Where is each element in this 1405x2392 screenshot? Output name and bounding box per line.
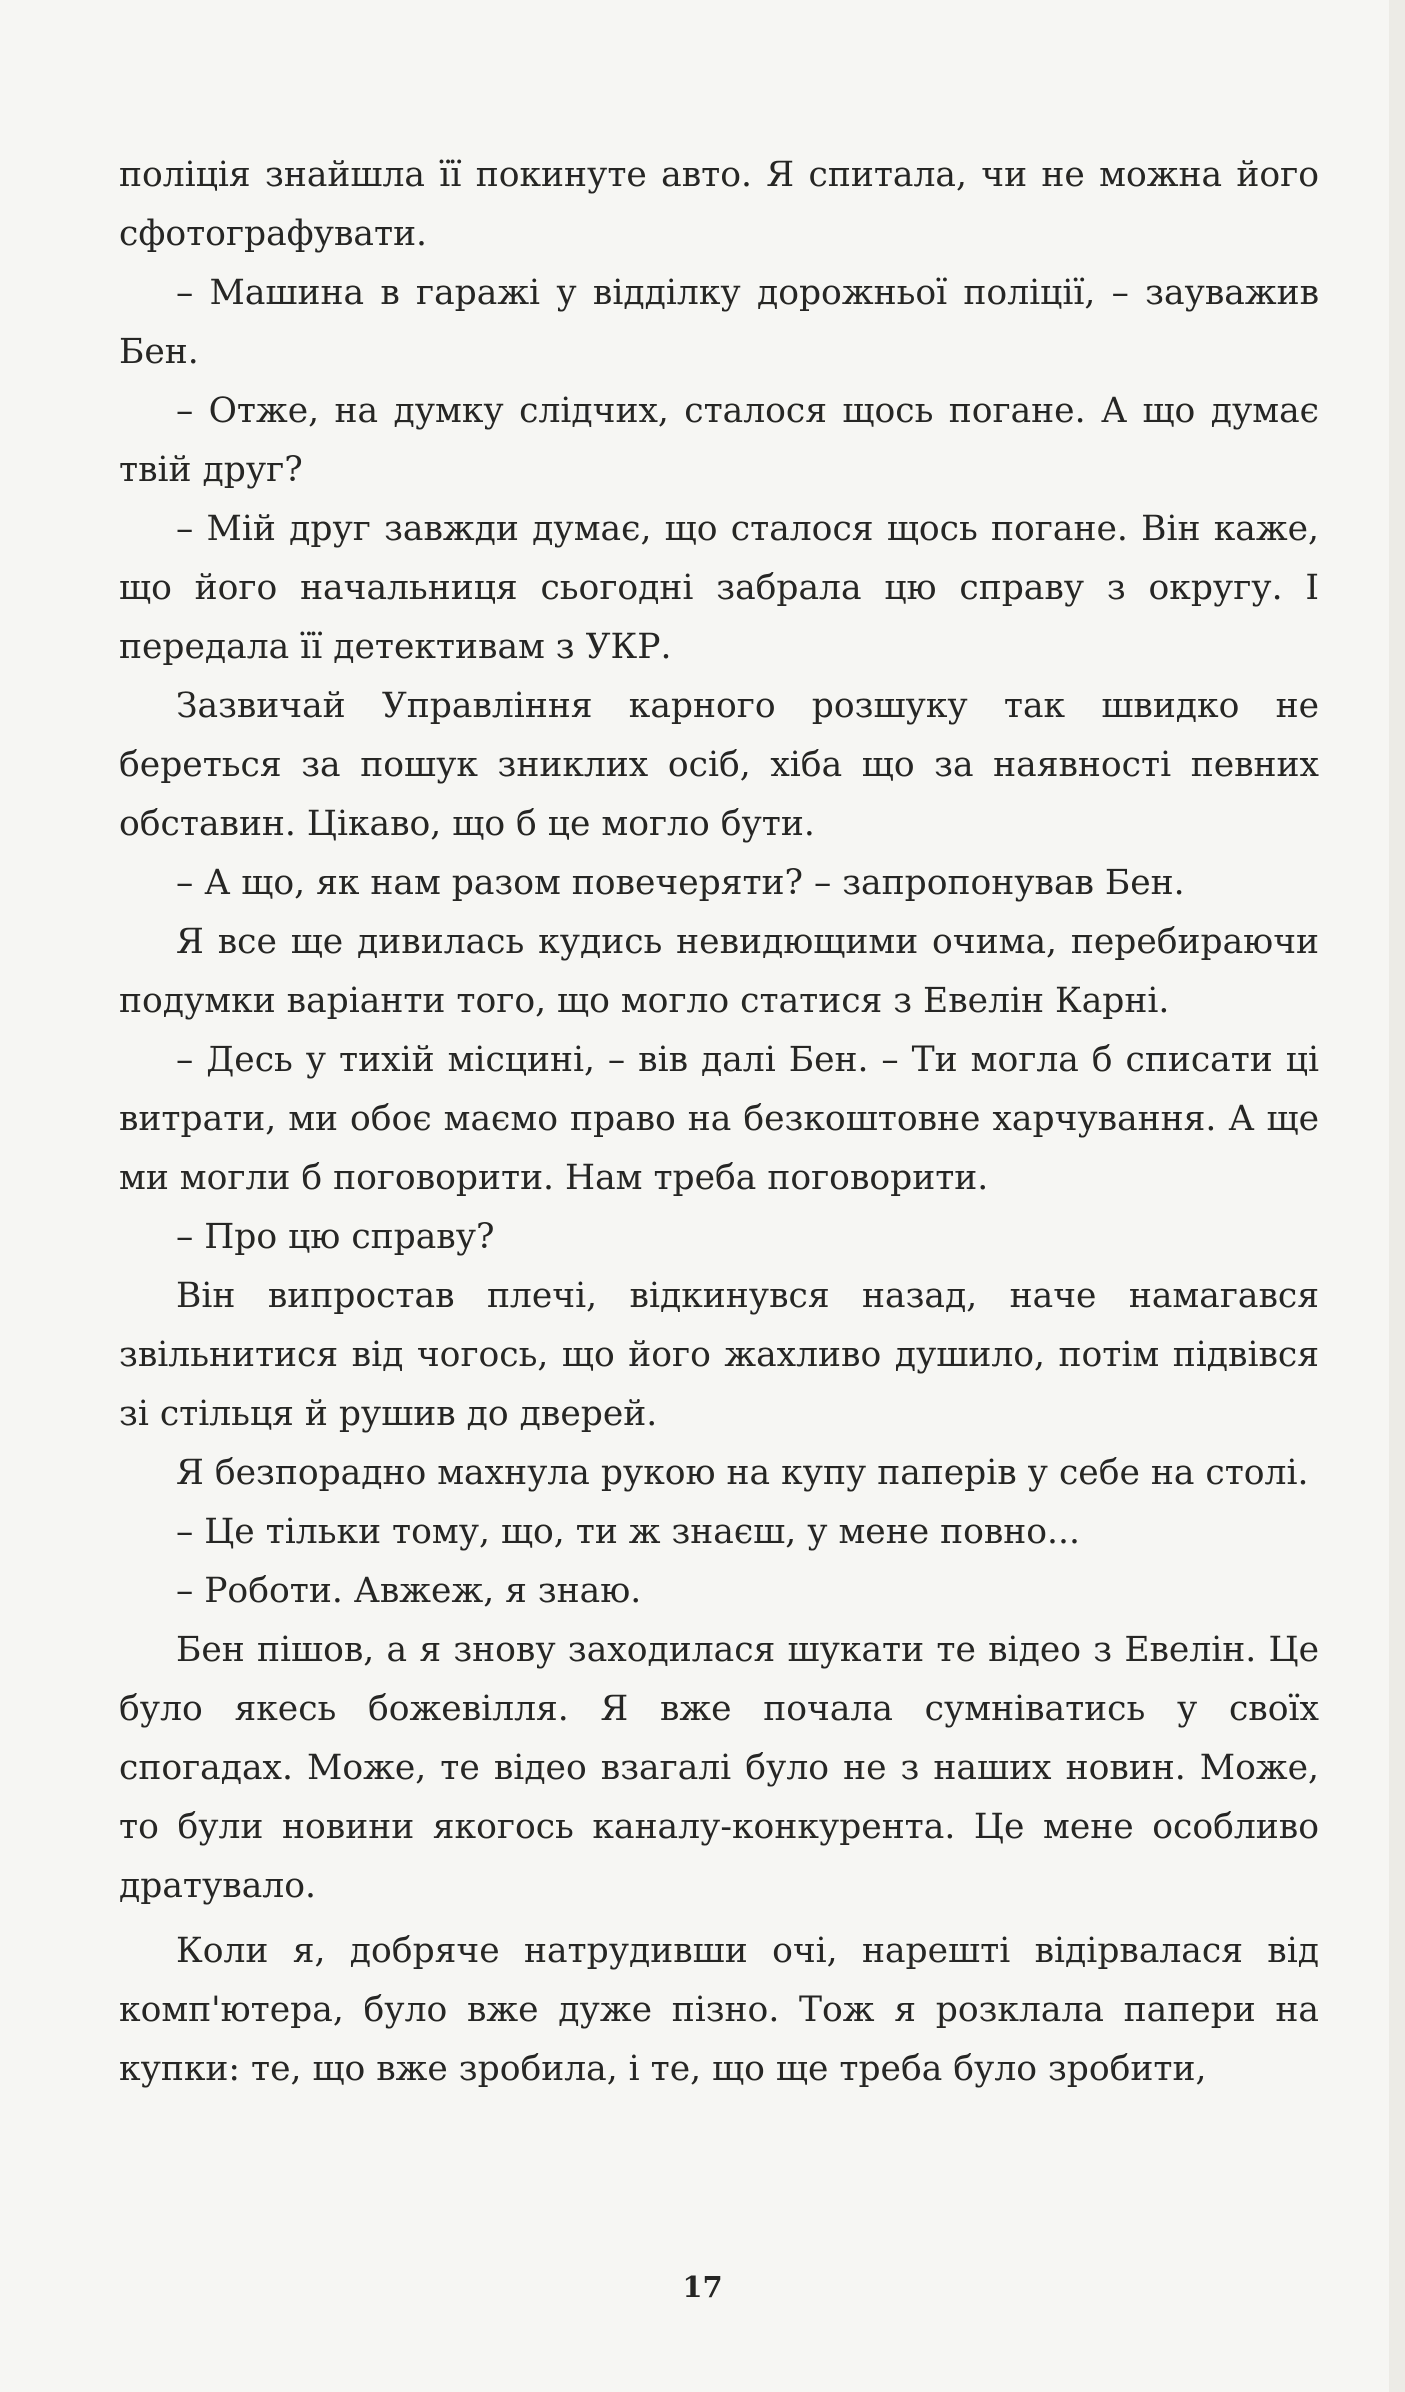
paragraph: Я все ще дивилась кудись невидющими очима, перебираючи подумки варіанти того, що могло статися з Евелін Карні. [119, 922, 1319, 1021]
paragraph: – А що, як нам разом повечеряти? – запропонував Бен. [176, 863, 1185, 903]
paragraph: – Десь у тихій місцині, – вів далі Бен. – Ти могла б списати ці витрати, ми обоє маємо право на безкоштовне харчування. А ще ми могли б поговорити. Нам треба поговорити. [119, 1040, 1319, 1198]
paragraph: – Про цю справу? [176, 1217, 495, 1257]
body-text [119, 146, 1319, 2099]
paragraph: Бен пішов, а я знову заходилася шукати те відео з Евелін. Це було якесь божевілля. Я вже почала сумніватись у своїх спогадах. Може, те відео взагалі було не з наших новин. Може, то були новини якогось каналу-конкурента. Це мене особливо дратувало. [119, 1630, 1319, 1906]
paragraph: Я безпорадно махнула рукою на купу паперів у себе на столі. [176, 1453, 1309, 1493]
paragraph: – Це тільки тому, що, ти ж знаєш, у мене повно... [176, 1512, 1080, 1552]
paragraph: Він випростав плечі, відкинувся назад, наче намагався звільнитися від чогось, що його жахливо душило, потім підвівся зі стільця й рушив до дверей. [119, 1276, 1319, 1434]
paragraph: – Роботи. Авжеж, я знаю. [176, 1571, 642, 1611]
paragraph: – Отже, на думку слідчих, сталося щось погане. А що думає твій друг? [119, 391, 1319, 490]
page-number: 17 [682, 2270, 723, 2304]
paragraph: Коли я, добряче натрудивши очі, нарешті відірвалася від комп'ютера, було вже дуже пізно. Тож я розклала папери на купки: те, що вже зробила, і те, що ще треба було зробити, [119, 1931, 1319, 2089]
paragraph: Зазвичай Управління карного розшуку так швидко не береться за пошук зниклих осіб, хіба що за наявності певних обставин. Цікаво, що б це могло бути. [119, 686, 1319, 844]
page-edge [1389, 0, 1405, 2392]
paragraph: – Мій друг завжди думає, що сталося щось погане. Він каже, що його начальниця сьогодні забрала цю справу з округу. І передала її детективам з УКР. [119, 509, 1319, 667]
paragraph: – Машина в гаражі у відділку дорожньої поліції, – зауважив Бен. [119, 273, 1319, 372]
paragraph: поліція знайшла її покинуте авто. Я спитала, чи не можна його сфотографувати. [119, 155, 1319, 254]
